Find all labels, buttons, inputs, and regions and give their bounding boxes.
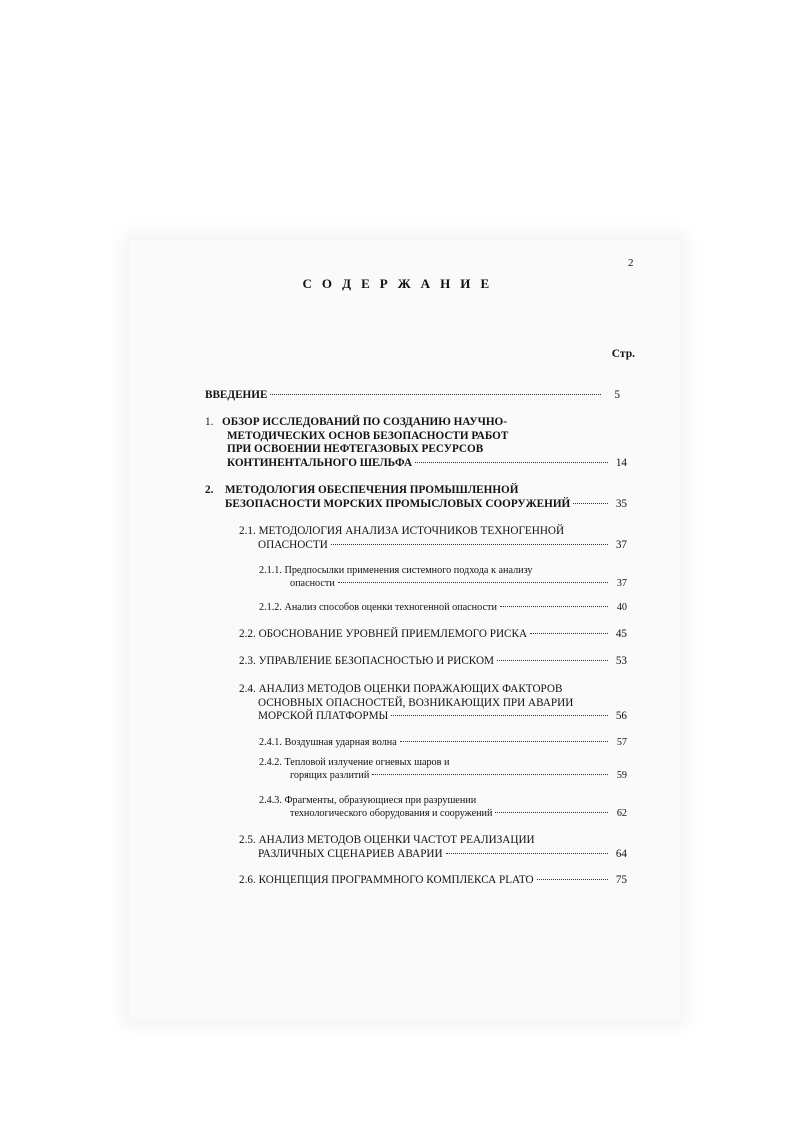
dot-leader	[530, 632, 608, 634]
toc-entry-line: БЕЗОПАСНОСТИ МОРСКИХ ПРОМЫСЛОВЫХ СООРУЖЕНИЙ	[225, 497, 571, 510]
toc-entry-line: МЕТОДИЧЕСКИХ ОСНОВ БЕЗОПАСНОСТИ РАБОТ	[227, 429, 509, 442]
toc-page-number: 75	[615, 874, 627, 886]
toc-entry-2-4[interactable]	[239, 683, 627, 724]
toc-entry-line: 2.1. МЕТОДОЛОГИЯ АНАЛИЗА ИСТОЧНИКОВ ТЕХНОГЕННОЙ	[239, 525, 565, 537]
dot-leader	[495, 811, 608, 813]
toc-entry-2-3[interactable]	[239, 655, 627, 669]
toc-entry-line: технологического оборудования и сооружений	[290, 808, 493, 819]
toc-entry-2-4-3[interactable]	[259, 794, 627, 820]
toc-page-number: 35	[615, 497, 627, 510]
toc-entry-2-6[interactable]	[239, 874, 627, 888]
toc-entry-section-2[interactable]	[205, 484, 627, 511]
toc-page-number: 40	[616, 602, 627, 613]
page-number: 2	[628, 257, 634, 269]
toc-page-number: 53	[615, 655, 627, 667]
dot-leader	[331, 543, 608, 545]
dot-leader	[446, 852, 608, 854]
toc-page-number: 62	[616, 808, 627, 819]
toc-entry-line: МЕТОДОЛОГИЯ ОБЕСПЕЧЕНИЯ ПРОМЫШЛЕННОЙ	[225, 484, 519, 496]
toc-entry-line: опасности	[290, 578, 335, 589]
dot-leader	[537, 878, 608, 880]
toc-entry-section-1[interactable]	[205, 416, 627, 470]
toc-entry-line: 2.6. КОНЦЕПЦИЯ ПРОГРАММНОГО КОМПЛЕКСА PLATO	[239, 874, 534, 886]
toc-entry-line: 2.4. АНАЛИЗ МЕТОДОВ ОЦЕНКИ ПОРАЖАЮЩИХ ФАКТОРОВ	[239, 683, 563, 695]
toc-entry-line: 2.5. АНАЛИЗ МЕТОДОВ ОЦЕНКИ ЧАСТОТ РЕАЛИЗАЦИИ	[239, 834, 535, 846]
toc-entry-line: ОБЗОР ИССЛЕДОВАНИЙ ПО СОЗДАНИЮ НАУЧНО-	[222, 416, 507, 428]
toc-entry-label: ВВЕДЕНИЕ	[205, 389, 268, 401]
toc-page-number: 37	[616, 578, 627, 589]
dot-leader	[497, 659, 608, 661]
toc-page-number: 5	[614, 389, 620, 401]
dot-leader	[338, 581, 608, 583]
toc-page-number: 64	[615, 847, 627, 860]
dot-leader	[391, 714, 608, 716]
toc-entry-2-2[interactable]	[239, 628, 627, 642]
toc-entry-line: 2.3. УПРАВЛЕНИЕ БЕЗОПАСНОСТЬЮ И РИСКОМ	[239, 655, 494, 667]
dot-leader	[270, 393, 601, 395]
toc-page-number: 14	[615, 456, 627, 469]
toc-entry-line: ОПАСНОСТИ	[258, 538, 328, 551]
dot-leader	[573, 502, 608, 504]
page-column-label: Стр.	[611, 348, 635, 360]
toc-entry-line: 2.2. ОБОСНОВАНИЕ УРОВНЕЙ ПРИЕМЛЕМОГО РИСКА	[239, 628, 528, 640]
toc-page-number: 56	[615, 710, 627, 723]
toc-entry-line: 2.1.2. Анализ способов оценки техногенной опасности	[259, 602, 497, 613]
toc-page-number: 37	[615, 538, 627, 551]
toc-entry-line: горящих разлитий	[290, 770, 370, 781]
toc-entry-2-4-1[interactable]	[259, 736, 627, 749]
toc-page-number: 59	[616, 770, 627, 781]
toc-entry-2-1[interactable]	[239, 525, 627, 552]
toc-entry-intro[interactable]	[205, 389, 620, 403]
toc-entry-line: МОРСКОЙ ПЛАТФОРМЫ	[258, 710, 389, 723]
dot-leader	[372, 773, 608, 775]
dot-leader	[500, 605, 608, 607]
toc-entry-line: ОСНОВНЫХ ОПАСНОСТЕЙ, ВОЗНИКАЮЩИХ ПРИ АВАРИИ	[258, 696, 574, 709]
toc-entry-line: 2.4.1. Воздушная ударная волна	[259, 737, 397, 748]
toc-entry-2-1-1[interactable]	[259, 564, 627, 590]
dot-leader	[415, 461, 608, 463]
toc-section-number: 2.	[205, 484, 214, 496]
toc-page-number: 45	[615, 628, 627, 640]
toc-entry-line: РАЗЛИЧНЫХ СЦЕНАРИЕВ АВАРИИ	[258, 847, 443, 860]
page-title: С О Д Е Р Ж А Н И Е	[302, 276, 493, 291]
toc-entry-line: КОНТИНЕНТАЛЬНОГО ШЕЛЬФА	[227, 456, 413, 469]
toc-entry-2-1-2[interactable]	[259, 601, 627, 614]
toc-entry-2-4-2[interactable]	[259, 756, 627, 782]
dot-leader	[400, 740, 608, 742]
toc-page-number: 57	[616, 737, 627, 748]
toc-entry-2-5[interactable]	[239, 834, 627, 861]
toc-entry-line: 2.4.3. Фрагменты, образующиеся при разрушении	[259, 795, 477, 806]
toc-entry-line: 2.4.2. Тепловой излучение огневых шаров и	[259, 757, 450, 768]
toc-entry-line: ПРИ ОСВОЕНИИ НЕФТЕГАЗОВЫХ РЕСУРСОВ	[227, 443, 484, 456]
toc-section-number: 1.	[205, 416, 214, 428]
toc-entry-line: 2.1.1. Предпосылки применения системного подхода к анализу	[259, 565, 533, 576]
